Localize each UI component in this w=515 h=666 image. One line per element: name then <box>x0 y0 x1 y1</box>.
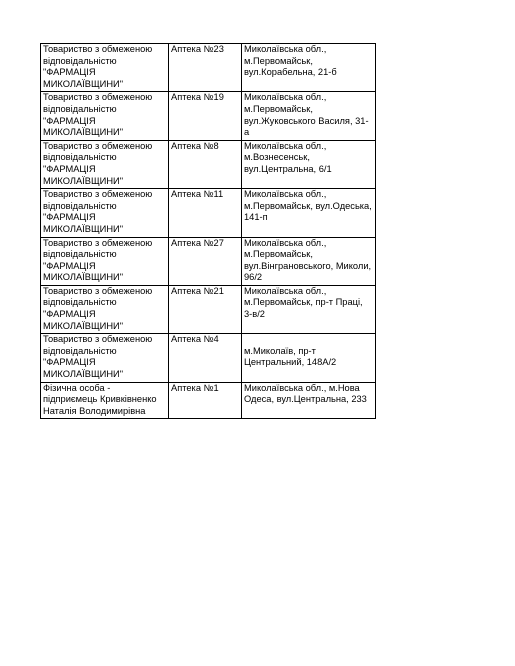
address-text: м.Миколаїв, пр-т Центральний, 148А/2 <box>244 345 337 368</box>
pharmacy-cell <box>169 237 242 285</box>
pharmacy-text: Аптека №11 <box>171 189 224 200</box>
address-cell <box>242 334 376 382</box>
table-row <box>41 382 376 419</box>
table-row <box>41 140 376 188</box>
organization-text: Товариство з обмеженою відповідальністю "ФАРМАЦІЯ МИКОЛАЇВЩИНИ" <box>43 237 153 283</box>
organization-cell <box>41 140 169 188</box>
address-text: Миколаївська обл., м.Первомайськ, вул.Корабельна, 21-б <box>244 44 337 78</box>
pharmacy-text: Аптека №4 <box>171 334 219 345</box>
pharmacy-text: Аптека №8 <box>171 140 219 151</box>
table-row <box>41 237 376 285</box>
pharmacy-cell <box>169 334 242 382</box>
organization-cell <box>41 237 169 285</box>
table-row <box>41 334 376 382</box>
address-text: Миколаївська обл., м.Вознесенськ, вул.Центральна, 6/1 <box>244 140 332 174</box>
pharmacy-table <box>40 43 376 419</box>
address-text: Миколаївська обл., м.Первомайськ, вул.Жуковського Василя, 31-а <box>244 92 369 138</box>
table-row <box>41 285 376 333</box>
organization-cell <box>41 382 169 419</box>
pharmacy-text: Аптека №23 <box>171 44 224 54</box>
table-row <box>41 44 376 92</box>
address-text: Миколаївська обл., м.Первомайськ, пр-т Праці, 3-в/2 <box>244 285 363 320</box>
address-cell <box>242 382 376 419</box>
address-cell <box>242 92 376 140</box>
organization-cell <box>41 285 169 333</box>
address-cell <box>242 44 376 92</box>
organization-text: Товариство з обмеженою відповідальністю "ФАРМАЦІЯ МИКОЛАЇВЩИНИ" <box>43 334 153 380</box>
organization-text: Товариство з обмеженою відповідальністю "ФАРМАЦІЯ МИКОЛАЇВЩИНИ" <box>43 140 153 186</box>
pharmacy-cell <box>169 285 242 333</box>
pharmacy-cell <box>169 189 242 237</box>
pharmacy-text: Аптека №27 <box>171 237 224 248</box>
address-cell <box>242 189 376 237</box>
organization-text: Товариство з обмеженою відповідальністю "ФАРМАЦІЯ МИКОЛАЇВЩИНИ" <box>43 92 153 138</box>
organization-text: Фізична особа - підприємець Кривківненко Наталія Володимирівна <box>43 382 157 416</box>
organization-text: Товариство з обмеженою відповідальністю "ФАРМАЦІЯ МИКОЛАЇВЩИНИ" <box>43 189 153 234</box>
pharmacy-cell <box>169 44 242 92</box>
address-cell <box>242 140 376 188</box>
pharmacy-cell <box>169 92 242 140</box>
organization-text: Товариство з обмеженою відповідальністю "ФАРМАЦІЯ МИКОЛАЇВЩИНИ" <box>43 285 153 331</box>
pharmacy-text: Аптека №21 <box>171 285 224 296</box>
organization-cell <box>41 92 169 140</box>
table-row <box>41 92 376 140</box>
pharmacy-text: Аптека №19 <box>171 92 224 103</box>
organization-cell <box>41 334 169 382</box>
pharmacy-text: Аптека №1 <box>171 382 219 393</box>
pharmacy-cell <box>169 140 242 188</box>
address-cell <box>242 237 376 285</box>
address-cell <box>242 285 376 333</box>
table-row <box>41 189 376 237</box>
organization-text: Товариство з обмеженою відповідальністю "ФАРМАЦІЯ МИКОЛАЇВЩИНИ" <box>43 44 153 89</box>
address-text: Миколаївська обл., м.Первомайськ, вул.Вінграновського, Миколи, 96/2 <box>244 237 372 283</box>
organization-cell <box>41 44 169 92</box>
address-text: Миколаївська обл., м.Первомайськ, вул.Одеська, 141-п <box>244 189 372 223</box>
address-text: Миколаївська обл., м.Нова Одеса, вул.Центральна, 233 <box>244 382 367 405</box>
pharmacy-cell <box>169 382 242 419</box>
organization-cell <box>41 189 169 237</box>
